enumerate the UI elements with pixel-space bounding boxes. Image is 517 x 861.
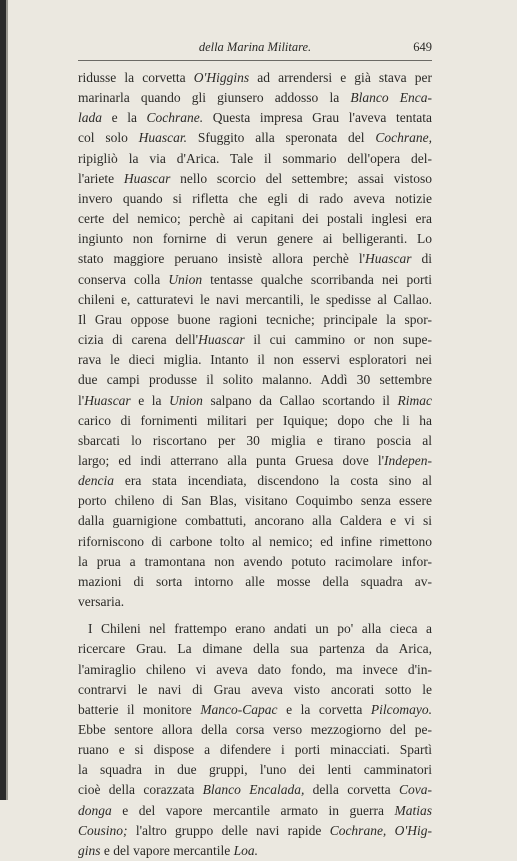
text-run: batterie il monitore bbox=[78, 701, 201, 717]
text-line bbox=[78, 572, 432, 592]
text-line bbox=[78, 801, 432, 821]
text-run: ricercare Grau. La dimane della sua partenza da Arica, bbox=[78, 641, 432, 657]
running-head: della Marina Militare. bbox=[198, 40, 312, 54]
text-line bbox=[78, 491, 432, 511]
text-run: la squadra in due gruppi, l'uno dei lenti camminatori bbox=[78, 762, 432, 778]
text-run: contrarvi le navi di Grau aveva visto ancorati sotto le bbox=[78, 681, 432, 697]
text-run: versaria. bbox=[78, 594, 125, 610]
italic-text: Loa. bbox=[233, 842, 258, 858]
text-run: dalla guarnigione combattuti, ancorano alla Caldera e vi si bbox=[78, 513, 432, 529]
italic-text: Rimac bbox=[397, 392, 432, 408]
italic-text: donga bbox=[78, 802, 112, 818]
text-run: Sfuggito alla speronata del bbox=[187, 130, 376, 146]
text-line bbox=[78, 128, 432, 148]
italic-text: Cochrane, O'Hig- bbox=[329, 822, 432, 838]
italic-text: Cova- bbox=[399, 782, 433, 798]
text-line bbox=[78, 108, 432, 128]
text-run: di bbox=[411, 251, 432, 267]
text-run: ripigliò la via d'Arica. Tale il sommario dell'opera del- bbox=[78, 150, 432, 166]
paragraph bbox=[78, 619, 432, 861]
text-run: rava le dieci miglia. Intanto il non esservi esploratori nei bbox=[78, 352, 432, 368]
page-binding-shadow bbox=[6, 0, 8, 800]
text-line bbox=[78, 760, 432, 780]
text-line bbox=[78, 720, 432, 740]
text-run: tentasse qualche scorribanda nei porti bbox=[202, 271, 432, 287]
text-run: cizia di carena dell' bbox=[78, 332, 199, 348]
text-run: mazioni di sorta intorno alle mosse della squadra av- bbox=[78, 573, 432, 589]
text-run: col solo bbox=[78, 130, 139, 146]
text-line bbox=[78, 639, 432, 659]
text-run: era stata incendiata, discendono la costa sino al bbox=[114, 473, 432, 489]
text-line bbox=[78, 88, 432, 108]
text-run: chileni e, catturatevi le navi mercantili, le spedisse al Callao. bbox=[78, 291, 432, 307]
italic-text: Blanco Enca- bbox=[350, 90, 432, 106]
text-run: e la corvetta bbox=[277, 701, 371, 717]
text-run: ridusse la corvetta bbox=[78, 70, 194, 85]
text-run: largo; ed indi atterrano alla punta Gruesa dove l' bbox=[78, 452, 385, 468]
text-line bbox=[78, 451, 432, 471]
text-line bbox=[78, 270, 432, 290]
header-rule bbox=[78, 60, 432, 61]
text-line bbox=[78, 411, 432, 431]
text-run: la prua a tramontana non avendo potuto racimolare infor- bbox=[78, 553, 432, 569]
text-run: Il Grau oppose buone ragioni tecniche; principale la spor- bbox=[78, 311, 432, 327]
text-run: e del vapore mercantile armato in guerra bbox=[111, 802, 395, 818]
italic-text: Indepen- bbox=[384, 452, 432, 468]
italic-text: Pilcomayo. bbox=[370, 701, 432, 717]
text-run: l'amiraglio chileno vi aveva dato fondo, ma invece d'in- bbox=[78, 661, 432, 677]
text-line bbox=[78, 700, 432, 720]
text-run: ad arrendersi e già stava per bbox=[249, 70, 432, 85]
text-line bbox=[78, 431, 432, 451]
text-run: Questa impresa Grau l'aveva tentata bbox=[203, 110, 432, 126]
text-run: due campi produsse il solito malanno. Addì 30 settembre bbox=[78, 372, 432, 388]
text-line bbox=[78, 660, 432, 680]
text-line bbox=[78, 552, 432, 572]
text-line bbox=[78, 290, 432, 310]
text-run: e la bbox=[102, 110, 147, 126]
text-line bbox=[78, 471, 432, 491]
text-run: nello scorcio del settembre; assai vistoso bbox=[170, 170, 432, 186]
paragraph-gap bbox=[78, 612, 432, 619]
text-line bbox=[78, 229, 432, 249]
text-line bbox=[78, 249, 432, 269]
text-run: e la bbox=[130, 392, 170, 408]
text-run: riforniscono di carbone tolto al nemico; ed infine rimettono bbox=[78, 533, 432, 549]
text-line bbox=[78, 391, 432, 411]
text-run: ingiunto non fornirne di verun genere ai belligeranti. Lo bbox=[78, 231, 432, 247]
italic-text: Cochrane, bbox=[375, 130, 432, 146]
italic-text: Cousino; bbox=[78, 822, 128, 838]
text-line bbox=[78, 532, 432, 552]
italic-text: Cochrane. bbox=[146, 110, 204, 126]
italic-text: Huascar. bbox=[138, 130, 188, 146]
italic-text: Union bbox=[169, 392, 203, 408]
text-line bbox=[78, 821, 432, 841]
text-run: carico di fornimenti militari per Iquique; dopo che li ha bbox=[78, 412, 432, 428]
italic-text: Blanco Encalada, bbox=[202, 782, 305, 798]
text-run: l'ariete bbox=[78, 170, 124, 186]
italic-text: Matias bbox=[394, 802, 432, 818]
text-run: stato maggiore peruano insistè allora perchè l' bbox=[78, 251, 366, 267]
italic-text: Manco-Capac bbox=[200, 701, 278, 717]
text-run: certe del nemico; perchè ai capitani dei postali inglesi era bbox=[78, 211, 432, 227]
text-run: conserva colla bbox=[78, 271, 169, 287]
text-run: invero quando si rifletta che egli di rado aveva notizie bbox=[78, 190, 432, 206]
text-line bbox=[78, 169, 432, 189]
text-line bbox=[78, 310, 432, 330]
text-line bbox=[78, 350, 432, 370]
text-line bbox=[78, 189, 432, 209]
italic-text: lada bbox=[78, 110, 103, 126]
text-run: marinarla quando gli giunsero addosso la bbox=[78, 90, 351, 106]
italic-text: gins bbox=[78, 842, 101, 858]
text-line bbox=[78, 740, 432, 760]
text-run: I Chileni nel frattempo erano andati un po' alla cieca a bbox=[88, 621, 432, 637]
text-run: salpano da Callao scortando il bbox=[202, 392, 398, 408]
italic-text: Huascar bbox=[84, 392, 131, 408]
text-line bbox=[78, 680, 432, 700]
italic-text: dencia bbox=[78, 473, 114, 489]
italic-text: Huascar bbox=[365, 251, 412, 267]
text-run: porto chileno di San Blas, visitano Coquimbo senza essere bbox=[78, 493, 432, 509]
text-run: della corvetta bbox=[304, 782, 400, 798]
page-number: 649 bbox=[413, 40, 432, 54]
text-run: l' bbox=[78, 392, 85, 408]
italic-text: Huascar bbox=[123, 170, 171, 186]
text-run: il cui cammino or non supe- bbox=[244, 332, 432, 348]
text-line bbox=[78, 511, 432, 531]
text-run: sbarcati lo riscortano per 30 miglia e tirano poscia al bbox=[78, 432, 432, 448]
text-line bbox=[78, 841, 432, 861]
text-line bbox=[78, 370, 432, 390]
text-run: e del vapore mercantile bbox=[100, 842, 234, 858]
body-text bbox=[78, 68, 432, 861]
italic-text: Union bbox=[168, 271, 203, 287]
text-run: ruano e si dispose a difendere i porti minacciati. Spartì bbox=[78, 742, 432, 758]
text-line bbox=[78, 149, 432, 169]
text-line bbox=[78, 592, 432, 612]
text-line bbox=[78, 209, 432, 229]
italic-text: O'Higgins bbox=[193, 70, 250, 85]
page-header bbox=[78, 38, 432, 56]
text-line bbox=[78, 330, 432, 350]
paragraph bbox=[78, 68, 432, 612]
text-run: Ebbe sentore allora della corsa verso mezzogiorno del pe- bbox=[78, 722, 432, 737]
text-run: cioè della corazzata bbox=[78, 782, 203, 798]
text-line bbox=[78, 780, 432, 800]
italic-text: Huascar bbox=[198, 332, 245, 348]
text-line bbox=[78, 68, 432, 88]
text-line bbox=[78, 619, 432, 639]
text-run: l'altro gruppo delle navi rapide bbox=[127, 822, 330, 838]
